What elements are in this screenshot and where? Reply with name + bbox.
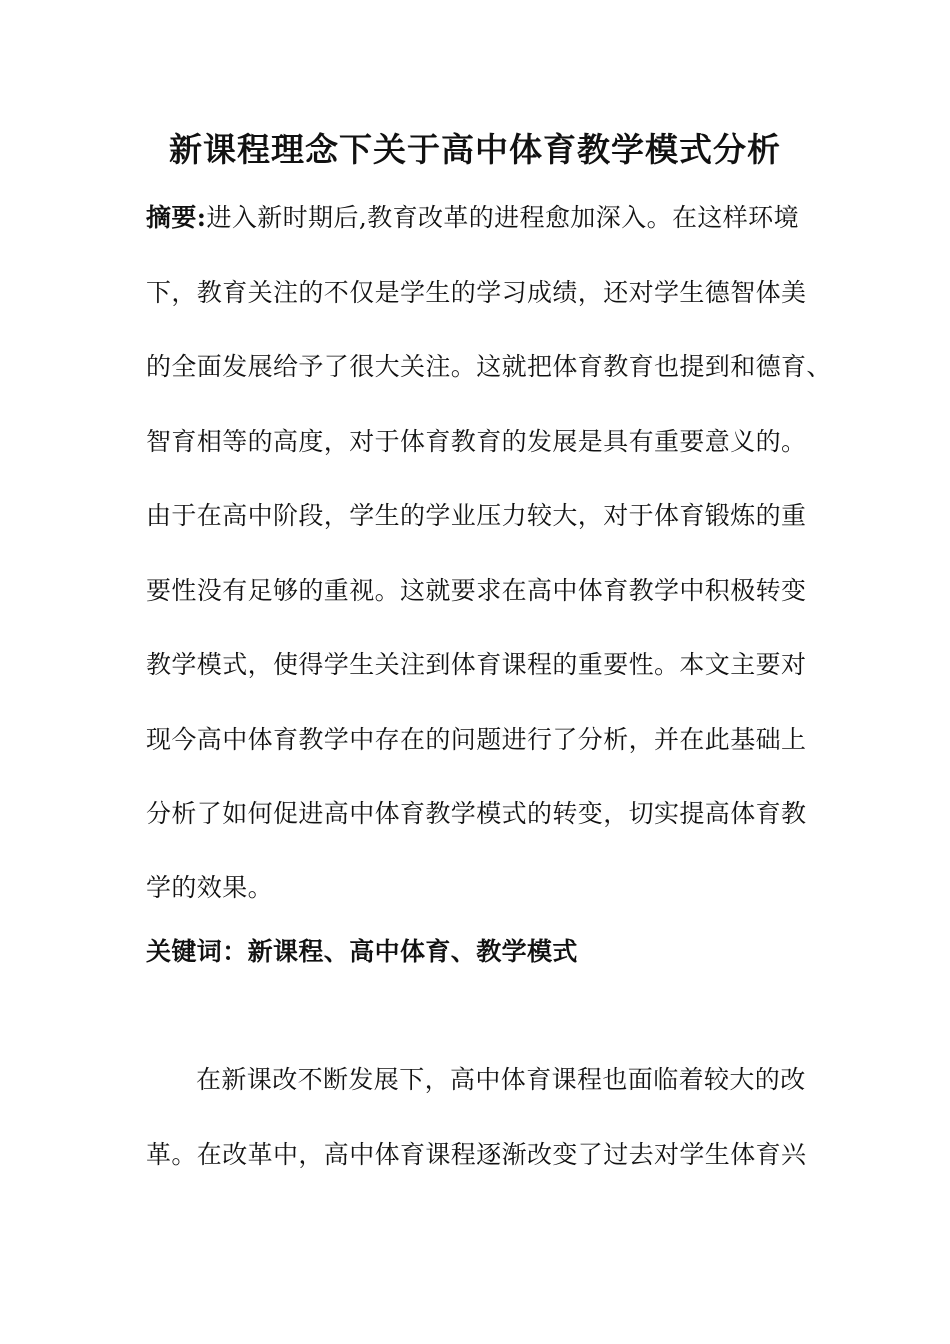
abstract-text: 进入新时期后,教育改革的进程愈加深入。在这样环境 <box>206 203 799 232</box>
abstract-line: 学的效果。 <box>146 873 274 902</box>
abstract-line <box>146 200 799 236</box>
abstract-line: 下，教育关注的不仅是学生的学习成绩，还对学生德智体美 <box>146 278 807 307</box>
abstract-line: 现今高中体育教学中存在的问题进行了分析，并在此基础上 <box>146 725 807 754</box>
abstract-line: 教学模式，使得学生关注到体育课程的重要性。本文主要对 <box>146 650 807 679</box>
abstract-label: 摘要: <box>146 203 207 232</box>
abstract-line: 的全面发展给予了很大关注。这就把体育教育也提到和德育、 <box>146 352 832 381</box>
keywords-line: 关键词：新课程、高中体育、教学模式 <box>146 937 578 966</box>
body-paragraph-line: 在新课改不断发展下，高中体育课程也面临着较大的改 <box>196 1065 806 1094</box>
abstract-line: 由于在高中阶段，学生的学业压力较大，对于体育锻炼的重 <box>146 501 807 530</box>
abstract-line: 分析了如何促进高中体育教学模式的转变，切实提高体育教 <box>146 799 807 828</box>
abstract-line: 智育相等的高度，对于体育教育的发展是具有重要意义的。 <box>146 427 807 456</box>
document-title: 新课程理念下关于高中体育教学模式分析 <box>169 130 781 169</box>
abstract-line: 要性没有足够的重视。这就要求在高中体育教学中积极转变 <box>146 576 807 605</box>
body-paragraph-line: 革。在改革中，高中体育课程逐渐改变了过去对学生体育兴 <box>146 1140 807 1169</box>
